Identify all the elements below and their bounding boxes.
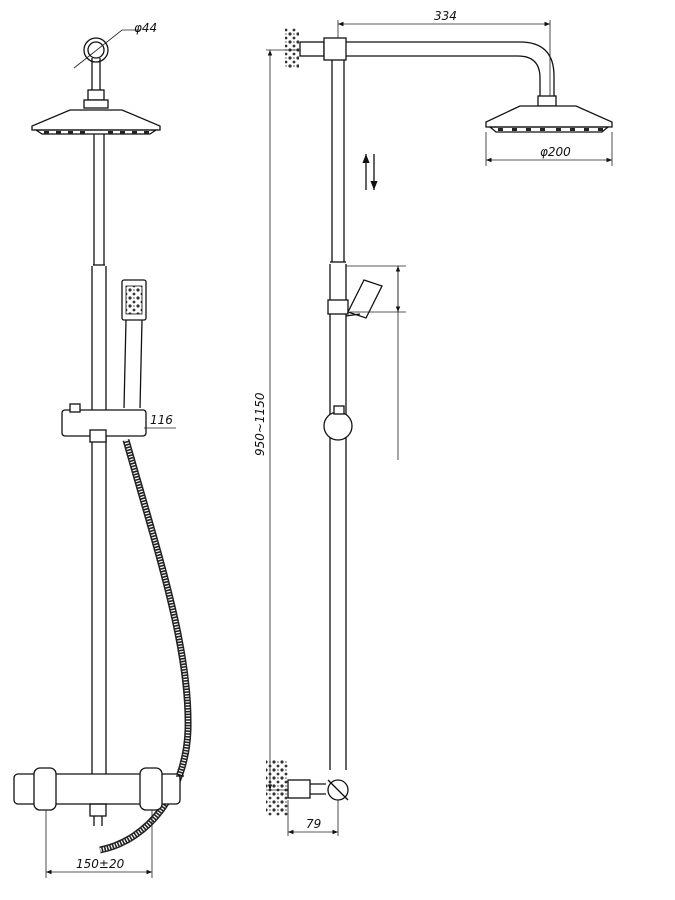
side-view: [253, 9, 612, 836]
slide-direction-arrows: [366, 154, 374, 190]
arm-length-dimension: [338, 9, 550, 96]
head-diameter-dimension: [486, 132, 612, 166]
front-riser-pipe: [92, 134, 106, 780]
holder-width-dimension: [144, 413, 176, 428]
side-bottom-wall-hatch: [266, 760, 288, 816]
wall-offset-label: 79: [306, 817, 322, 831]
front-slide-holder: [62, 404, 146, 442]
head-diameter-label: φ200: [540, 145, 571, 159]
wall-offset-dimension: [288, 800, 338, 836]
front-hand-shower: [122, 280, 146, 408]
front-view: [14, 21, 188, 878]
front-top-bracket: [84, 38, 108, 108]
side-overhead-arm: [300, 38, 556, 106]
side-top-wall-hatch: [285, 28, 299, 68]
side-shower-head: [486, 106, 612, 132]
height-range-label: 950~1150: [253, 392, 267, 456]
mount-diameter-dimension: [74, 21, 157, 68]
inlet-spacing-label: 150±20: [76, 857, 125, 871]
arm-length-label: 334: [434, 9, 457, 23]
inlet-spacing-dimension: [46, 810, 152, 878]
front-shower-head: [32, 110, 160, 134]
mount-diameter-label: φ44: [134, 21, 158, 35]
side-holder-knob: [324, 406, 352, 440]
side-bottom-connector: [288, 780, 348, 800]
holder-width-label: 116: [150, 413, 173, 427]
height-range-dimension: [253, 50, 300, 790]
